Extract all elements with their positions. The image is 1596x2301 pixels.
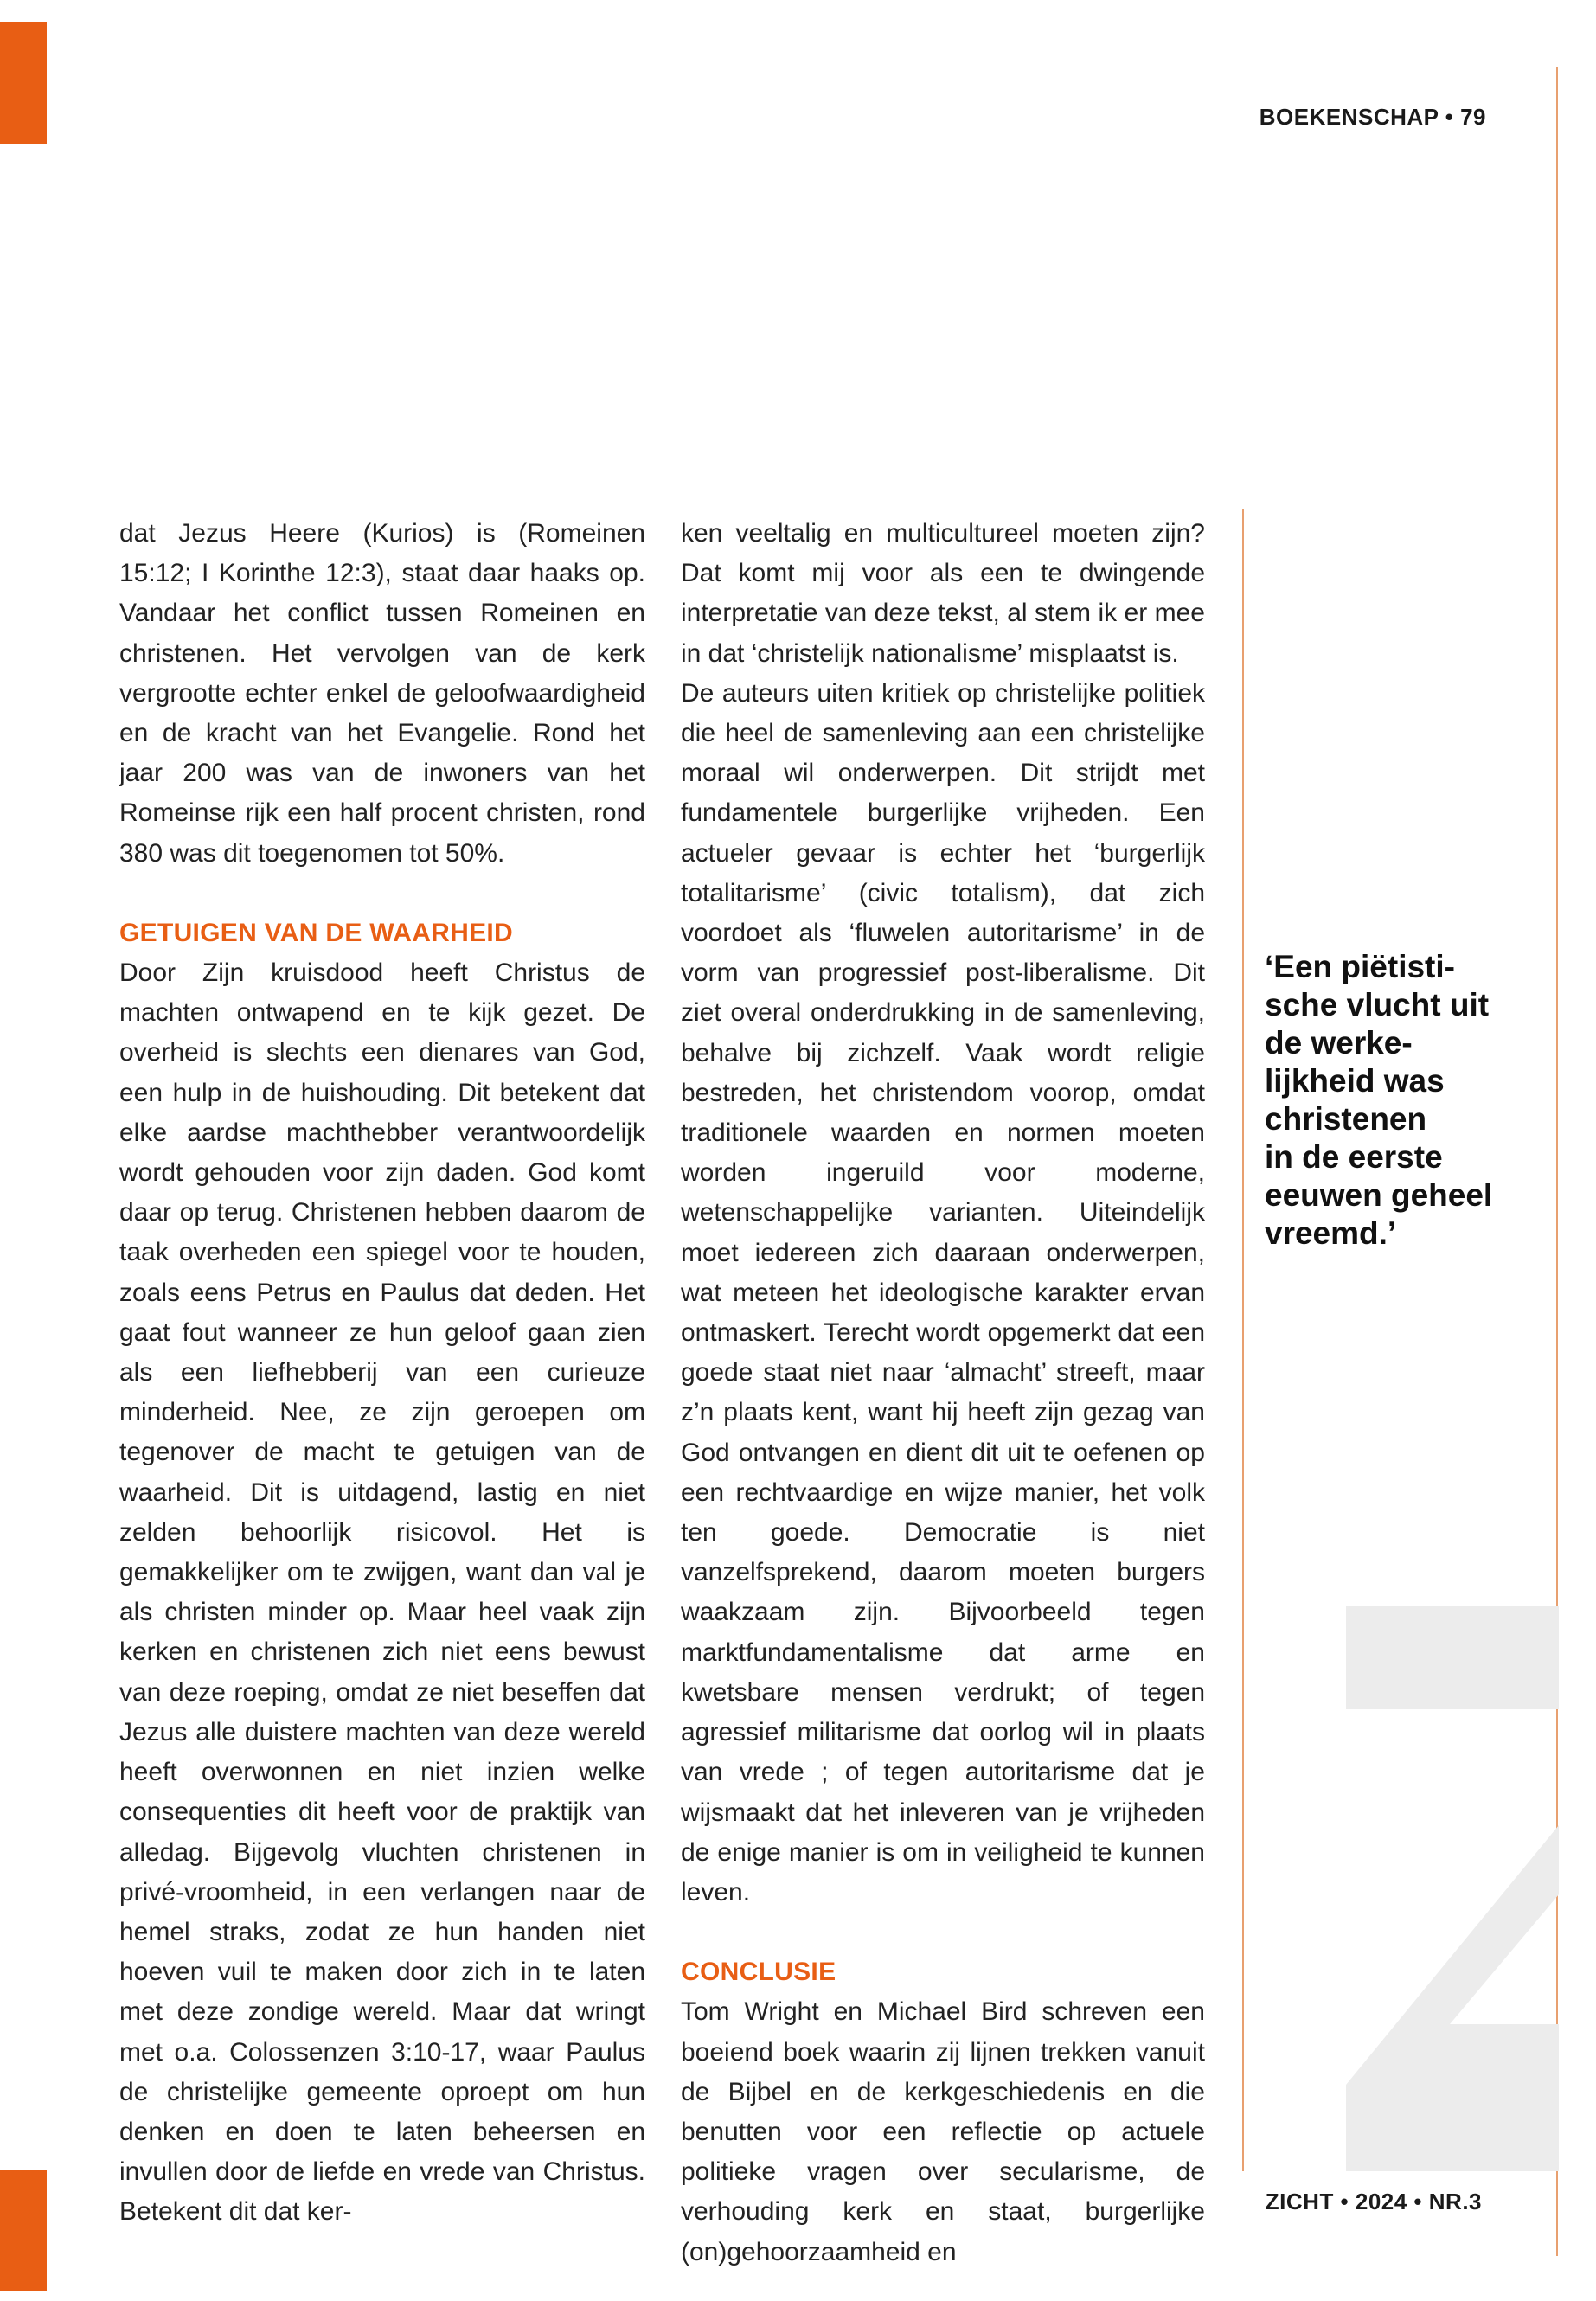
orange-tab-bottom [0, 2170, 47, 2291]
paragraph: ken veeltalig en multicultureel moeten zijn? Dat komt mij voor als een te dwingende interpretatie van deze tekst, al stem ik er mee in dat ‘christelijk nationalisme’ misplaatst is. [681, 519, 1205, 668]
decorative-block [1346, 1606, 1559, 1709]
text-column-middle [681, 514, 1205, 2272]
section-heading-conclusie: CONCLUSIE [681, 1958, 836, 1987]
paragraph: De auteurs uiten kritiek op christelijke politiek die heel de samenleving aan een christelijke moraal wil onderwerpen. Dit strijdt met fundamentele burgerlijke vrijheden. Een actueler gevaar is echter het ‘burgerlijk totalitarisme’ (civic totalism), dat zich voordoet als ‘fluwelen autoritarisme’ in de vorm van progressief post-liberalisme. Dit ziet overal onderdrukking in de samenleving, behalve bij zichzelf. Vaak wordt religie bestreden, het christendom voorop, omdat traditionele waarden en normen moeten worden ingeruild voor moderne, wetenschappelijke varianten. Uiteindelijk moet iedereen zich daaraan onderwerpen, wat meteen het ideologische karakter ervan ontmaskert. Terecht wordt opgemerkt dat een goede staat niet naar ‘almacht’ streeft, maar z’n plaats kent, want hij heeft zijn gezag van God ontvangen en dient dit uit te oefenen op een rechtvaardige en wijze manier, het volk ten goede. Democratie is niet vanzelfsprekend, daarom moeten burgers waakzaam zijn. Bijvoorbeeld tegen marktfundamentalisme dat arme en kwetsbare mensen verdrukt; of tegen agressief militarisme dat oorlog wil in plaats van vrede ; of tegen autoritarisme dat je wijsmaakt dat het inleveren van je vrijheden de enige manier is om in veiligheid te kunnen leven. [681, 678, 1205, 1907]
decorative-shape [1346, 1825, 1559, 2171]
running-header: BOEKENSCHAP • 79 [1259, 104, 1486, 130]
paragraph: Door Zijn kruisdood heeft Christus de machten ontwapend en te kijk gezet. De overheid is slechts een dienares van God, een hulp in de huishouding. Dit betekent dat elke aardse machthebber verantwoordelijk wordt gehouden voor zijn daden. God komt daar op terug. Christenen hebben daarom de taak overheden een spiegel voor te houden, zoals eens Petrus en Paulus dat deden. Het gaat fout wanneer ze hun geloof gaan zien als een liefhebberij van een curieuze minderheid. Nee, ze zijn geroepen om tegenover de macht te getuigen van de waarheid. Dit is uitdagend, lastig en niet zelden behoorlijk risicovol. Het is gemakkelijker om te zwijgen, want dan val je als christen minder op. Maar heel vaak zijn kerken en christenen zich niet eens bewust van deze roeping, omdat ze niet beseffen dat Jezus alle duistere machten van deze wereld heeft overwonnen en niet inzien welke consequenties dit heeft voor de praktijk van alledag. Bijgevolg vluchten christenen in privé-vroomheid, in een verlangen naar de hemel straks, zodat ze hun handen niet hoeven vuil te maken door zich in te laten met deze zondige wereld. Maar dat wringt met o.a. Colossenzen 3:10-17, waar Paulus de christelijke gemeente oproept om hun denken en doen te laten beheersen en invullen door de liefde en vrede van Christus. Betekent dit dat ker- [119, 958, 645, 2227]
pull-quote: ‘Een piëtisti- sche vlucht uit de werke- lijkheid was christenen in de eerste eeuwen geheel vreemd.’ [1265, 949, 1493, 1251]
section-heading-getuigen: GETUIGEN VAN DE WAARHEID [119, 918, 514, 947]
paragraph: Tom Wright en Michael Bird schreven een boeiend boek waarin zij lijnen trekken vanuit de Bijbel en de kerkgeschiedenis en die benutten voor een reflectie op actuele politieke vragen over secularisme, de verhouding kerk en staat, burgerlijke (on)gehoorzaamheid en [681, 1997, 1205, 2266]
paragraph: dat Jezus Heere (Kurios) is (Romeinen 15:12; I Korinthe 12:3), staat daar haaks op. Vandaar het conflict tussen Romeinen en christenen. Het vervolgen van de kerk vergrootte echter enkel de geloofwaardigheid en de kracht van het Evangelie. Rond het jaar 200 was van de inwoners van het Romeinse rijk een half procent christen, rond 380 was dit toegenomen tot 50%. [119, 519, 645, 868]
text-column-left [119, 514, 645, 2233]
orange-tab-top [0, 22, 47, 144]
column-divider-rule [1242, 509, 1244, 2171]
running-footer: ZICHT • 2024 • NR.3 [1265, 2189, 1482, 2214]
